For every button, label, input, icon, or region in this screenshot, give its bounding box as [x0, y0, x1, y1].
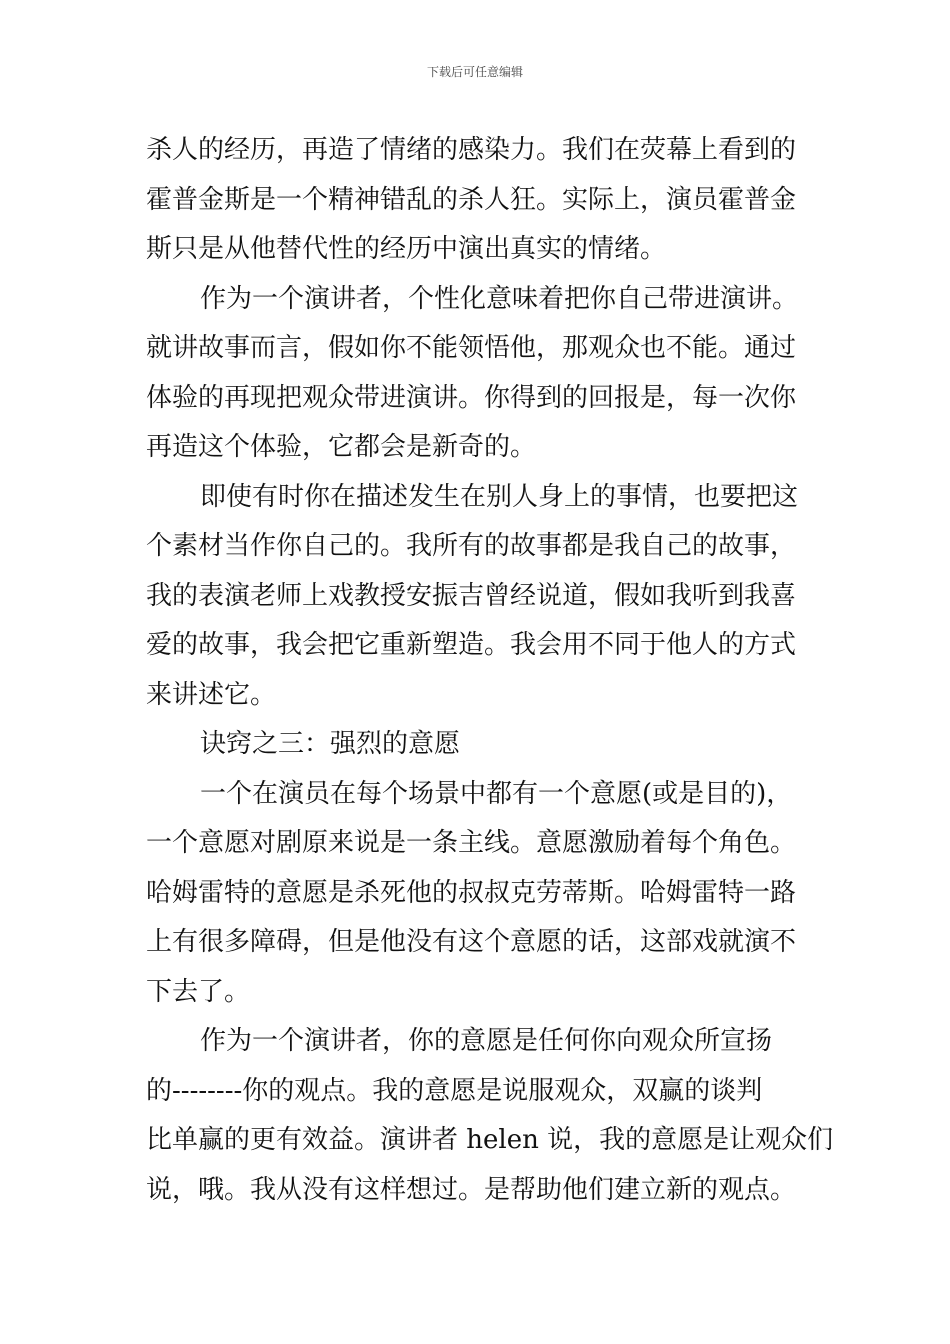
text-line: 上有很多障碍，但是他没有这个意愿的话，这部戏就演不 — [146, 927, 797, 957]
section-heading — [146, 720, 808, 770]
paragraph-3 — [146, 473, 808, 721]
text-line: 个素材当作你自己的。我所有的故事都是我自己的故事， — [146, 531, 797, 561]
text-line: 霍普金斯是一个精神错乱的杀人狂。实际上，演员霍普金 — [146, 184, 797, 215]
text-line: 说，哦。我从没有这样想过。是帮助他们建立新的观点。 — [146, 1174, 797, 1205]
text-line: 一个意愿对剧原来说是一条主线。意愿激励着每个角色。 — [146, 828, 797, 858]
text-line: 体验的再现把观众带进演讲。你得到的回报是，每一次你 — [146, 382, 797, 413]
text-line: 的--------你的观点。我的意愿是说服观众，双赢的谈判 — [146, 1075, 763, 1106]
paragraph-2 — [146, 275, 808, 473]
paragraph-5 — [146, 1017, 834, 1215]
text-line: 来讲述它。 — [146, 679, 277, 710]
text-line: 就讲故事而言，假如你不能领悟他，那观众也不能。通过 — [146, 333, 797, 363]
document-body — [146, 126, 834, 1215]
text-line: 杀人的经历，再造了情绪的感染力。我们在荧幕上看到的 — [146, 135, 797, 165]
text-line: 爱的故事，我会把它重新塑造。我会用不同于他人的方式 — [146, 630, 797, 660]
text-line: 下去了。 — [146, 976, 251, 1007]
text-line: 作为一个演讲者，个性化意味着把你自己带进演讲。 — [200, 283, 799, 314]
text-line: 即使有时你在描述发生在别人身上的事情，也要把这 — [200, 481, 799, 512]
text-line: 作为一个演讲者，你的意愿是任何你向观众所宣扬 — [200, 1026, 773, 1056]
text-line: 再造这个体验，它都会是新奇的。 — [146, 432, 537, 462]
paragraph-1 — [146, 126, 808, 275]
text-line: 比单赢的更有效益。演讲者 helen 说，我的意愿是让观众们 — [146, 1125, 834, 1155]
text-line: 我的表演老师上戏教授安振吉曾经说道，假如我听到我喜 — [146, 580, 797, 611]
paragraph-4 — [146, 770, 808, 1018]
text-line: 斯只是从他替代性的经历中演出真实的情绪。 — [146, 234, 667, 264]
text-line: 哈姆雷特的意愿是杀死他的叔叔克劳蒂斯。哈姆雷特一路 — [146, 877, 797, 908]
heading-line: 诀窍之三：强烈的意愿 — [200, 729, 461, 759]
page-header: 下载后可任意编辑 — [426, 65, 523, 79]
text-line: 一个在演员在每个场景中都有一个意愿(或是目的)， — [200, 778, 793, 809]
